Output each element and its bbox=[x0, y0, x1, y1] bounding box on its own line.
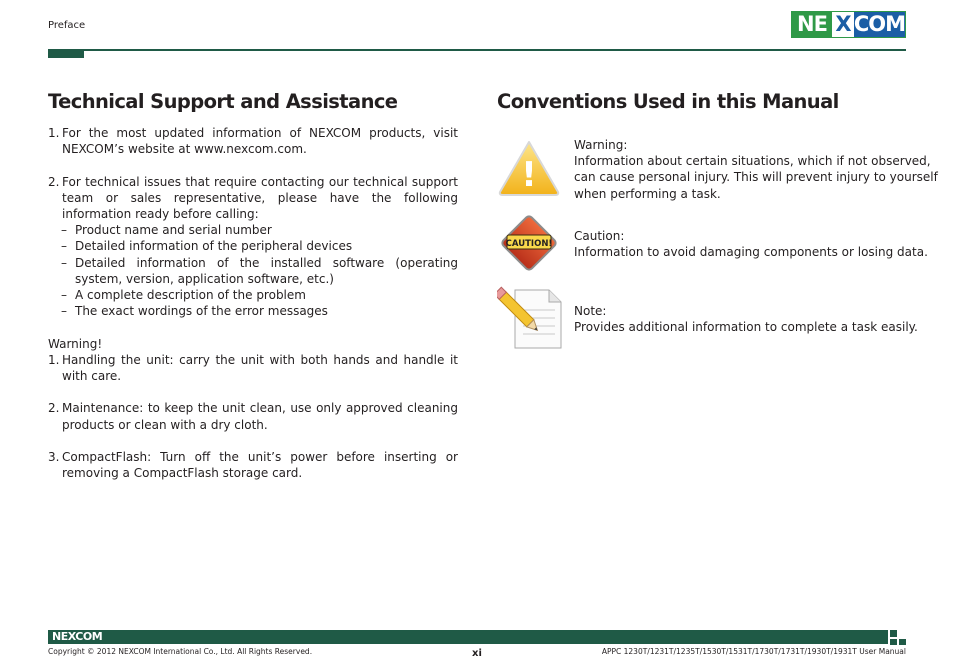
warning-title: Warning! bbox=[48, 336, 103, 351]
logo-part-x: X bbox=[832, 12, 854, 37]
logo-part-ne: NE bbox=[792, 12, 832, 37]
caution-description bbox=[574, 228, 928, 260]
item-number: 1. bbox=[48, 352, 60, 367]
item-number: 3. bbox=[48, 450, 60, 464]
info-subitem: – Product name and serial number bbox=[61, 223, 272, 238]
header-rule bbox=[48, 49, 906, 51]
warning-description bbox=[574, 137, 938, 202]
page-number: xi bbox=[472, 648, 482, 659]
footer-square bbox=[890, 630, 897, 637]
conventions-heading: Conventions Used in this Manual bbox=[497, 90, 839, 113]
warning-label: Warning: bbox=[574, 138, 628, 152]
item-number: 2. bbox=[48, 401, 60, 416]
note-label: Note: bbox=[574, 304, 607, 318]
support-content bbox=[48, 125, 458, 481]
footer-square bbox=[899, 639, 906, 645]
warning-item-3 bbox=[48, 449, 458, 481]
support-heading: Technical Support and Assistance bbox=[48, 90, 398, 113]
warning-text-line: can cause personal injury. This will prevent injury to yourself bbox=[574, 170, 938, 185]
warning-item-1 bbox=[48, 352, 458, 384]
footer-square bbox=[890, 639, 897, 645]
manual-title: APPC 1230T/1231T/1235T/1530T/1531T/1730T/1731T/1930T/1931T User Manual bbox=[601, 647, 906, 656]
note-text-line: Provides additional information to complete a task easily. bbox=[574, 320, 918, 335]
warning-text-line: Information about certain situations, which if not observed, bbox=[574, 154, 931, 169]
footer-bar bbox=[48, 630, 888, 644]
item-text: Handling the unit: carry the unit with both hands and handle it with care. bbox=[62, 352, 458, 384]
item-number: 1. bbox=[48, 126, 60, 140]
note-pencil-icon bbox=[497, 286, 563, 350]
info-subitem: – Detailed information of the installed software (operating system, version, application software, etc.) bbox=[61, 255, 458, 286]
info-subitem: – A complete description of the problem bbox=[61, 288, 306, 303]
section-label: Preface bbox=[48, 20, 86, 31]
support-item-1 bbox=[48, 125, 458, 157]
warning-item-2 bbox=[48, 400, 458, 432]
nexcom-logo bbox=[791, 11, 906, 38]
footer-logo: NEXCOM bbox=[52, 630, 103, 643]
item-text: For the most updated information of NEXCOM products, visit NEXCOM’s website at www.nexcom.com. bbox=[62, 126, 458, 157]
item-number: 2. bbox=[48, 174, 60, 189]
svg-text:!: ! bbox=[521, 155, 537, 195]
logo-part-com: COM bbox=[853, 12, 905, 36]
caution-label: Caution: bbox=[574, 229, 625, 243]
info-subitem: – Detailed information of the peripheral devices bbox=[61, 239, 353, 254]
warning-text-line: when performing a task. bbox=[574, 186, 721, 201]
item-text: Maintenance: to keep the unit clean, use only approved cleaning products or clean with a dry cloth. bbox=[62, 401, 458, 432]
warning-triangle-icon bbox=[497, 139, 561, 197]
item-text: CompactFlash: Turn off the unit’s power before inserting or removing a CompactFlash storage card. bbox=[62, 450, 458, 481]
caution-sign-icon bbox=[498, 212, 560, 274]
info-subitem: – The exact wordings of the error messages bbox=[61, 304, 328, 319]
copyright-text: Copyright © 2012 NEXCOM International Co., Ltd. All Rights Reserved. bbox=[48, 647, 313, 656]
note-description bbox=[574, 303, 918, 335]
svg-text:CAUTION!: CAUTION! bbox=[505, 239, 553, 249]
caution-text-line: Information to avoid damaging components or losing data. bbox=[574, 245, 928, 260]
item-text: For technical issues that require contacting our technical support team or sales representative, please have the following information ready before calling: bbox=[62, 174, 458, 221]
support-item-2 bbox=[48, 174, 458, 223]
header-tab bbox=[48, 49, 84, 58]
